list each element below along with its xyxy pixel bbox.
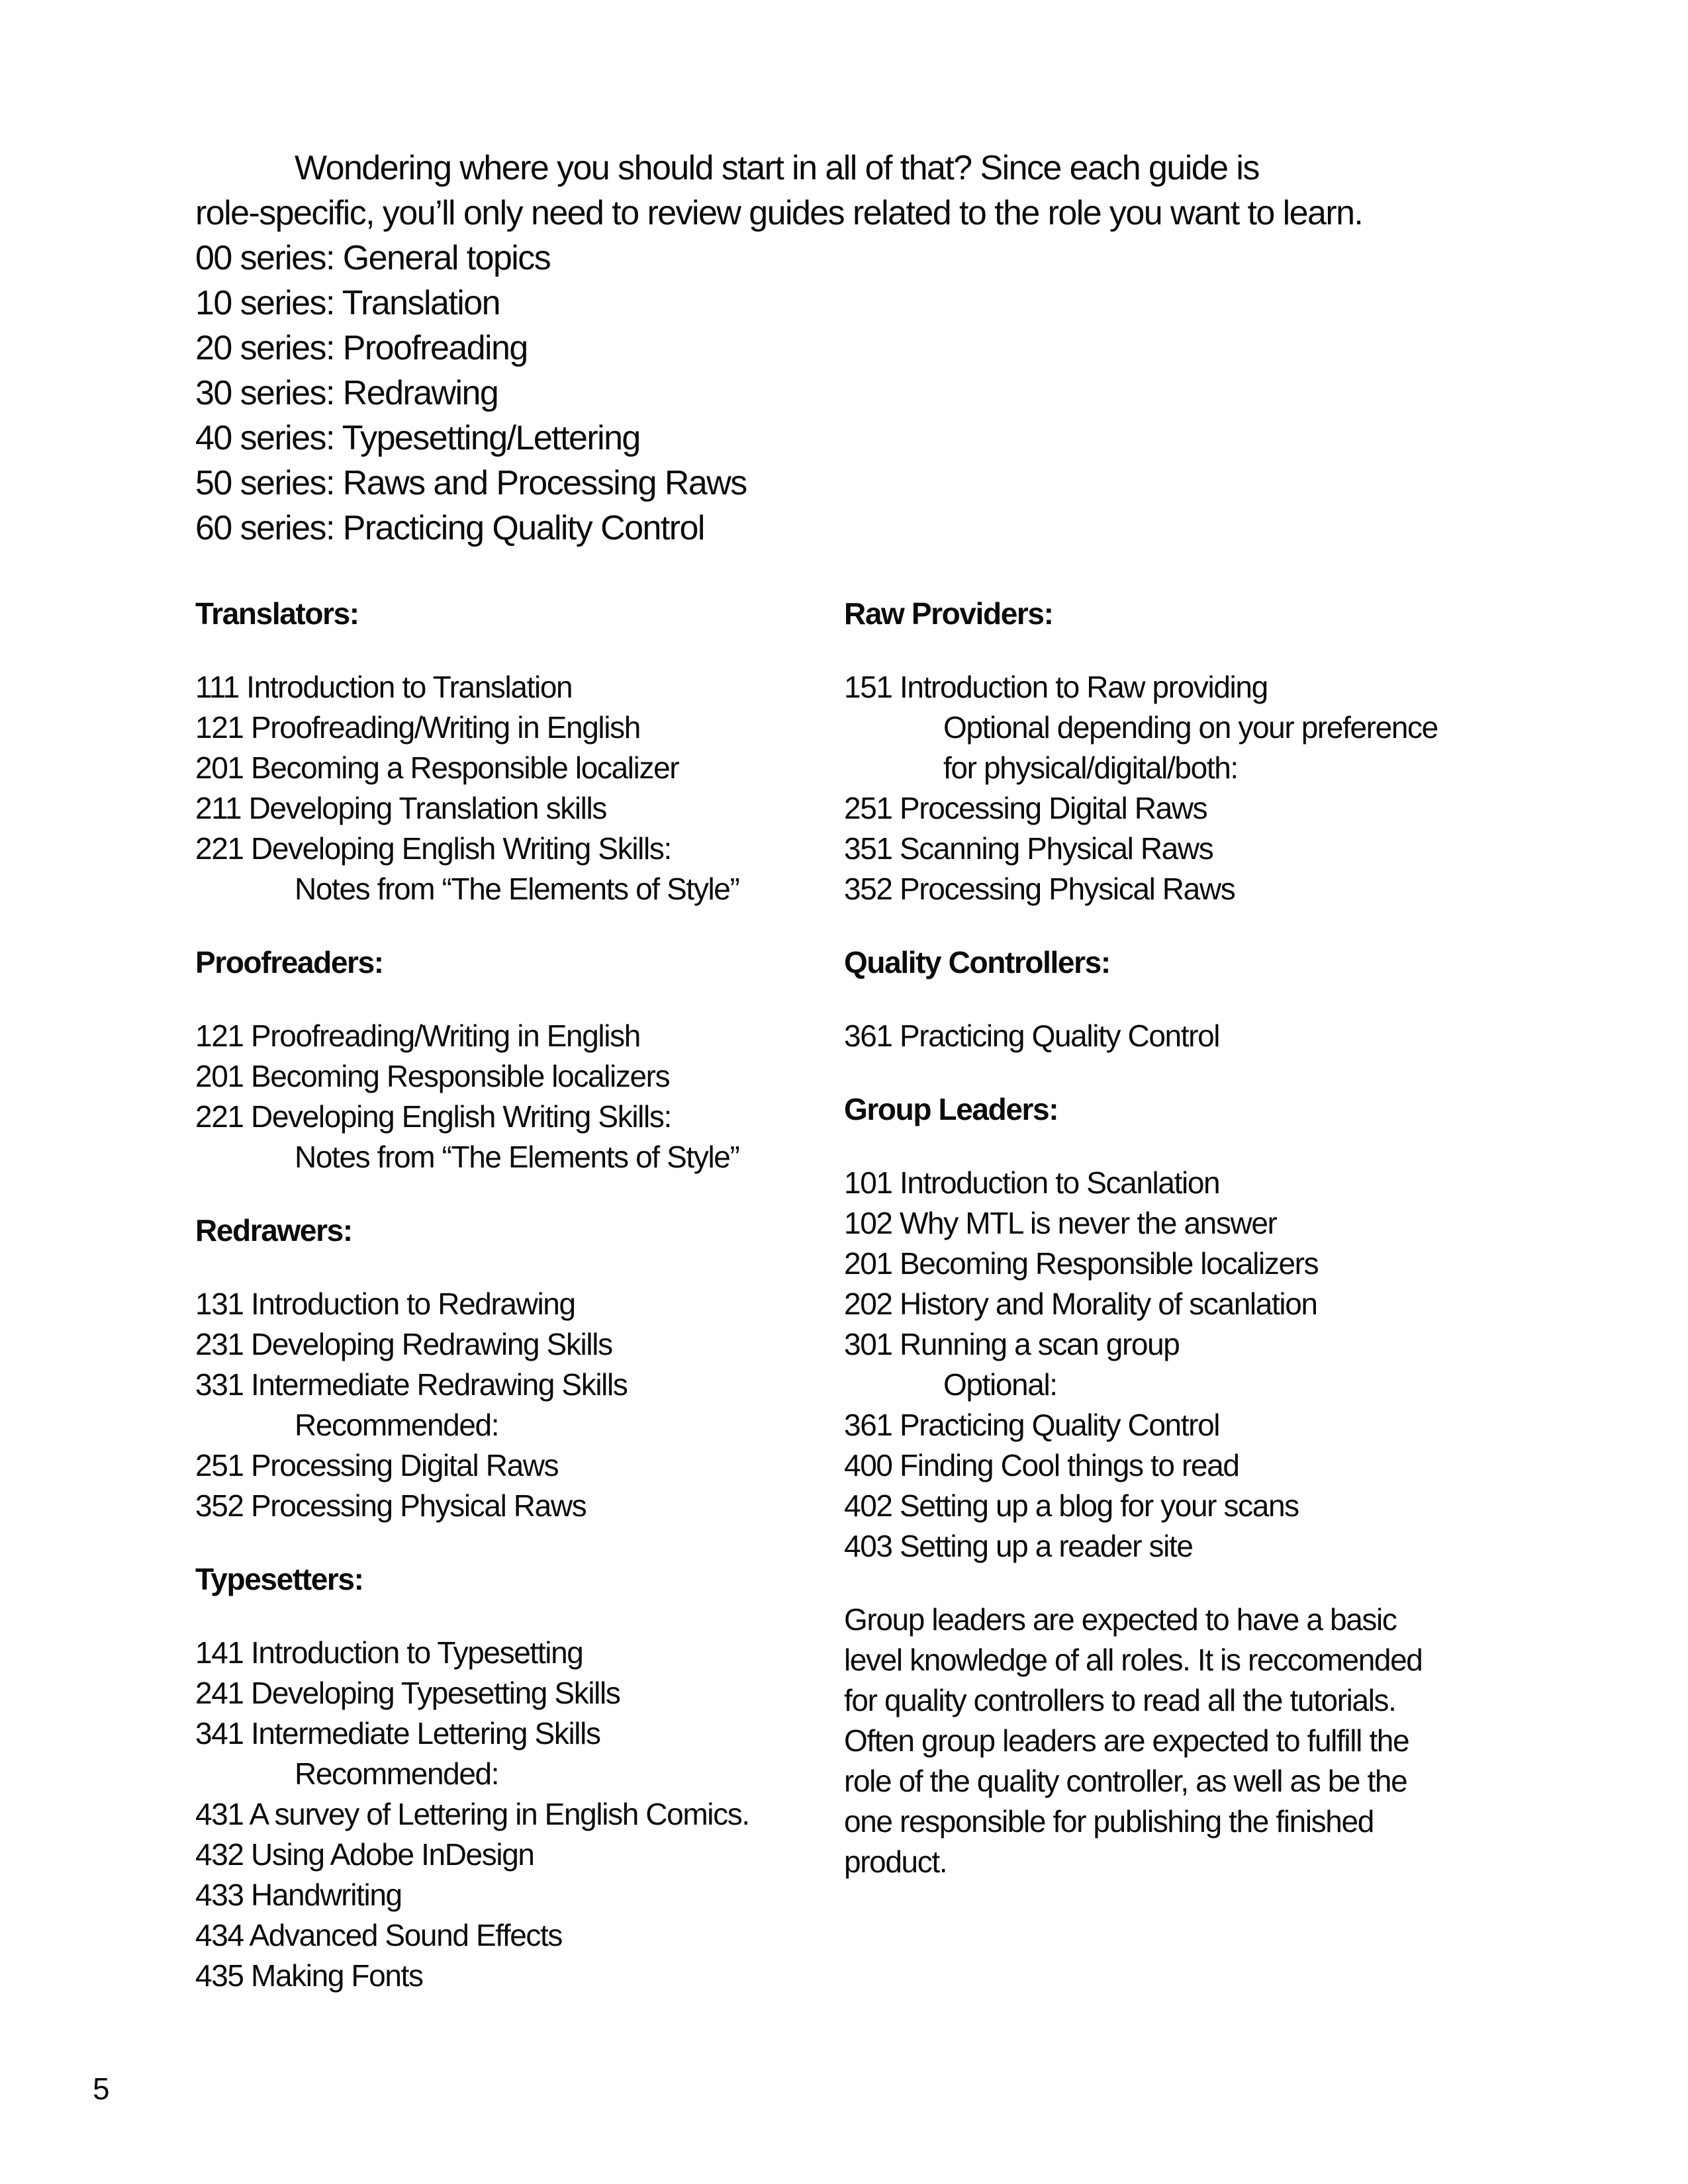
intro-line-2: role-specific, you’ll only need to review guides related to the role you want to learn.	[195, 194, 1363, 232]
intro-block	[195, 146, 1362, 551]
course-item: 331 Intermediate Redrawing Skills	[195, 1367, 628, 1402]
course-item: 202 History and Morality of scanlation	[844, 1287, 1317, 1321]
note-line: level knowledge of all roles. It is reccomended	[844, 1643, 1423, 1677]
course-item: 221 Developing English Writing Skills:	[195, 831, 671, 866]
course-item: 434 Advanced Sound Effects	[195, 1918, 563, 1952]
note-line: Group leaders are expected to have a basic	[844, 1602, 1397, 1637]
note-line: role of the quality controller, as well as be the	[844, 1764, 1407, 1798]
course-item: 435 Making Fonts	[195, 1958, 423, 1993]
series-item: 00 series: General topics	[195, 239, 551, 277]
course-item: 433 Handwriting	[195, 1878, 402, 1912]
section-heading: Group Leaders:	[844, 1092, 1058, 1126]
course-item: 121 Proofreading/Writing in English	[195, 1019, 640, 1053]
course-item-sub: Notes from “The Elements of Style”	[295, 1140, 739, 1174]
course-item: 201 Becoming Responsible localizers	[844, 1246, 1319, 1281]
series-item: 20 series: Proofreading	[195, 329, 528, 367]
section-heading: Typesetters:	[195, 1562, 363, 1596]
course-item: 151 Introduction to Raw providing	[844, 670, 1268, 704]
course-item: 352 Processing Physical Raws	[195, 1488, 586, 1523]
section-redrawers	[195, 1210, 844, 1526]
group-leaders-note	[844, 1600, 1605, 1882]
series-item: 60 series: Practicing Quality Control	[195, 509, 704, 547]
section-raw-providers	[844, 594, 1605, 909]
right-column	[844, 594, 1605, 1882]
course-item: 361 Practicing Quality Control	[844, 1408, 1220, 1442]
course-item: 351 Scanning Physical Raws	[844, 831, 1213, 866]
course-item: 101 Introduction to Scanlation	[844, 1165, 1220, 1200]
section-heading: Quality Controllers:	[844, 945, 1110, 979]
course-item-sub: Optional depending on your preference	[943, 710, 1438, 745]
course-item: 201 Becoming Responsible localizers	[195, 1059, 670, 1093]
course-item: 221 Developing English Writing Skills:	[195, 1099, 671, 1134]
course-item: 352 Processing Physical Raws	[844, 872, 1235, 906]
course-item: 402 Setting up a blog for your scans	[844, 1488, 1299, 1523]
course-item: 141 Introduction to Typesetting	[195, 1635, 583, 1670]
section-translators	[195, 594, 844, 909]
course-item-sub: Recommended:	[295, 1408, 499, 1442]
course-item: 361 Practicing Quality Control	[844, 1019, 1220, 1053]
series-item: 40 series: Typesetting/Lettering	[195, 419, 640, 457]
course-item-sub: Optional:	[943, 1367, 1057, 1402]
course-item: 201 Becoming a Responsible localizer	[195, 751, 679, 785]
note-line: one responsible for publishing the finished	[844, 1804, 1374, 1839]
left-column	[195, 594, 844, 2029]
section-heading: Proofreaders:	[195, 945, 383, 979]
section-quality-controllers	[844, 942, 1605, 1056]
note-line: for quality controllers to read all the tutorials.	[844, 1683, 1396, 1717]
note-line: product.	[844, 1844, 947, 1879]
course-item-sub: Notes from “The Elements of Style”	[295, 872, 739, 906]
series-item: 10 series: Translation	[195, 284, 500, 322]
course-item: 241 Developing Typesetting Skills	[195, 1676, 620, 1710]
series-item: 50 series: Raws and Processing Raws	[195, 464, 747, 502]
intro-line-1: Wondering where you should start in all of that? Since each guide is	[295, 149, 1259, 187]
course-item: 251 Processing Digital Raws	[844, 791, 1207, 825]
section-heading: Redrawers:	[195, 1213, 352, 1248]
course-item: 341 Intermediate Lettering Skills	[195, 1716, 600, 1751]
note-line: Often group leaders are expected to fulfill the	[844, 1723, 1409, 1758]
course-item: 251 Processing Digital Raws	[195, 1448, 559, 1482]
course-item: 301 Running a scan group	[844, 1327, 1180, 1361]
course-item: 231 Developing Redrawing Skills	[195, 1327, 612, 1361]
course-item: 431 A survey of Lettering in English Comics.	[195, 1797, 749, 1831]
course-item: 102 Why MTL is never the answer	[844, 1206, 1277, 1240]
course-item: 403 Setting up a reader site	[844, 1529, 1193, 1563]
course-item: 211 Developing Translation skills	[195, 791, 606, 825]
page-number: 5	[93, 2071, 110, 2106]
course-item: 131 Introduction to Redrawing	[195, 1287, 575, 1321]
section-group-leaders	[844, 1089, 1605, 1567]
course-item: 121 Proofreading/Writing in English	[195, 710, 640, 745]
section-heading: Translators:	[195, 596, 359, 631]
section-heading: Raw Providers:	[844, 596, 1053, 631]
series-item: 30 series: Redrawing	[195, 374, 498, 412]
section-typesetters	[195, 1559, 844, 1996]
section-proofreaders	[195, 942, 844, 1177]
course-item: 400 Finding Cool things to read	[844, 1448, 1239, 1482]
course-item-sub: Recommended:	[295, 1756, 499, 1791]
course-item: 432 Using Adobe InDesign	[195, 1837, 534, 1872]
course-item: 111 Introduction to Translation	[195, 670, 573, 704]
course-item-sub: for physical/digital/both:	[943, 751, 1238, 785]
